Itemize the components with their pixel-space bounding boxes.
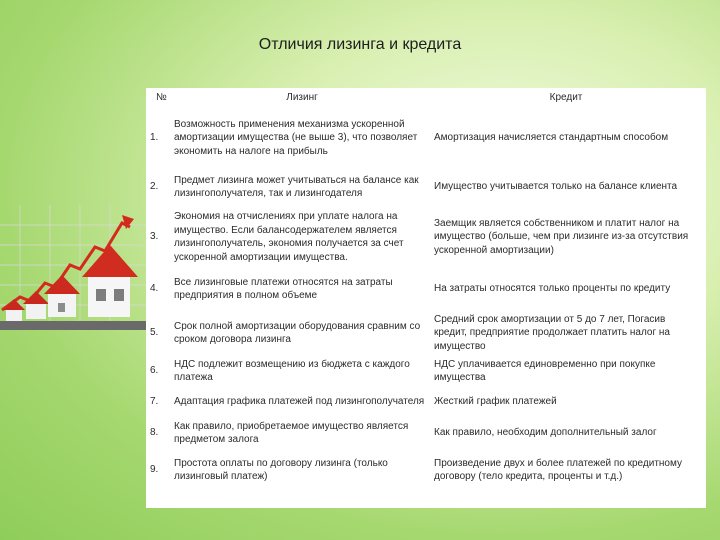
credit-cell: Произведение двух и более платежей по кредитному договору (тело кредита, проценты и т.д.) [434,457,682,482]
credit-cell: Жесткий график платежей [434,396,557,408]
row-number: 3. [150,231,159,243]
comparison-table [146,88,706,508]
credit-cell: На затраты относятся только проценты по кредиту [434,283,671,295]
leasing-cell: Простота оплаты по договору лизинга (только лизинговый платеж) [174,457,388,482]
credit-cell: Средний срок амортизации от 5 до 7 лет, Погасив кредит, предприятие продолжает платить налог на имущество [434,313,670,352]
row-number: 4. [150,283,159,295]
credit-cell: Заемщик является собственником и платит налог на имущество (больше, чем при лизинге из-за отсутствия ускоренной амортизации) [434,217,689,256]
row-number: 8. [150,427,159,439]
credit-cell: Амортизация начисляется стандартным способом [434,132,669,144]
header-leasing: Лизинг [286,92,318,104]
header-number: № [156,92,167,104]
credit-cell: Как правило, необходим дополнительный залог [434,427,657,439]
row-number: 1. [150,132,159,144]
leasing-cell: Экономия на отчислениях при уплате налога на имущество. Если балансодержателем является лизингополучатель, экономия получается за счет ускоренной амортизации имущества. [174,211,404,263]
credit-cell: Имущество учитывается только на балансе клиента [434,181,678,193]
row-number: 9. [150,464,159,476]
leasing-cell: Все лизинговые платежи относятся на затраты предприятия в полном объеме [174,276,393,301]
leasing-cell: Срок полной амортизации оборудования сравним со сроком договора лизинга [174,320,421,345]
row-number: 2. [150,181,159,193]
row-number: 5. [150,327,159,339]
header-credit: Кредит [549,92,583,104]
leasing-cell: Как правило, приобретаемое имущество является предметом залога [174,420,409,445]
leasing-cell: Адаптация графика платежей под лизингополучателя [174,396,425,408]
leasing-cell: Предмет лизинга может учитываться на балансе как лизингополучателя, так и лизингодателя [174,174,419,199]
leasing-cell: Возможность применения механизма ускоренной амортизации имущества (не выше 3), что позволяет экономить на налоге на прибыль [174,118,418,157]
credit-cell: НДС уплачивается единовременно при покупке имущества [434,358,656,383]
row-number: 7. [150,396,159,408]
row-number: 6. [150,365,159,377]
page-title: Отличия лизинга и кредита [258,36,462,53]
leasing-cell: НДС подлежит возмещению из бюджета с каждого платежа [174,358,410,383]
